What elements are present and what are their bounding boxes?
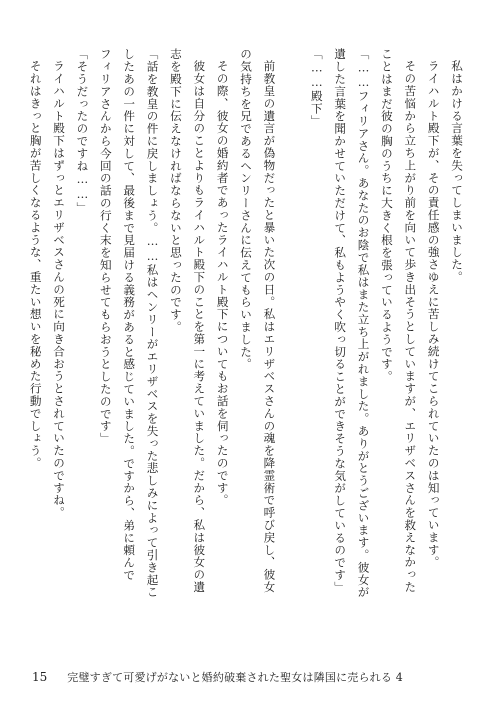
text-line: ライハルト殿下はずっとエリザベスさんの死に向き合おうとされていたのですね。 [52,59,66,519]
text-line: の気持ちを兄であるヘンリーさんに伝えてもらいました。 [239,48,253,371]
text-line: その際、彼女の婚約者であったライハルト殿下についてもお話を伺ったのです。 [215,59,230,506]
text-line: したあの一件に対して、最後まで見届ける義務があると感じていました。ですから、弟に頼んで [122,48,137,582]
text-line: それはきっと胸が苦しくなるような、重たい想いを秘めた行動でしょう。 [28,59,43,469]
text-line: 「……殿下」 [309,48,324,128]
text-line: 「話を教皇の件に戻しましょう。……私はヘンリーがエリザベスを失った悲しみによって引き起こ [145,48,160,599]
running-title: 完璧すぎて可愛げがないと婚約破棄された聖女は隣国に売られる 4 [67,671,403,684]
text-line: ことはまだ彼の胸のうちに大きく根を張っているようです。 [379,48,394,383]
blank-line [280,48,304,596]
text-line: ライハルト殿下が、その責任感の強さゆえに苦しみ続けてこられていたのは知っています。 [426,59,441,568]
text-line: 志を殿下に伝えなければならないと思ったのです。 [168,48,183,334]
text-line: 前教皇の遺言が偽物だったと暴いた次の日。私はエリザベスさんの魂を降霊術で呼び戻し、彼女 [262,59,277,593]
text-line: 「そうだったのですね……」 [75,48,90,214]
text-line: 私はかける言葉を失ってしまいました。 [450,59,464,283]
vertical-text-body [23,48,468,599]
text-line: 彼女は自分のことよりもライハルト殿下のことを第一に考えていました。だから、私は彼女の遺 [192,59,207,593]
text-line: 遺した言葉を聞かせていただけて、私もようやく吹っ切ることができそうな気がしているのです」 [333,48,348,594]
page-footer [32,669,403,685]
text-line: フィリアさんから今回の話の行く末を知らせてもらおうとしたのです」 [98,48,113,445]
text-line: 「……フィリアさん。あなたのお陰で私はまた立ち上がれました。ありがとうございます。彼女が [356,48,371,599]
text-line: その苦悩から立ち上がり前を向いて歩き出そうとしていますが、エリザベスさんを救えなかった [403,59,418,593]
page-number: 15 [32,670,48,684]
